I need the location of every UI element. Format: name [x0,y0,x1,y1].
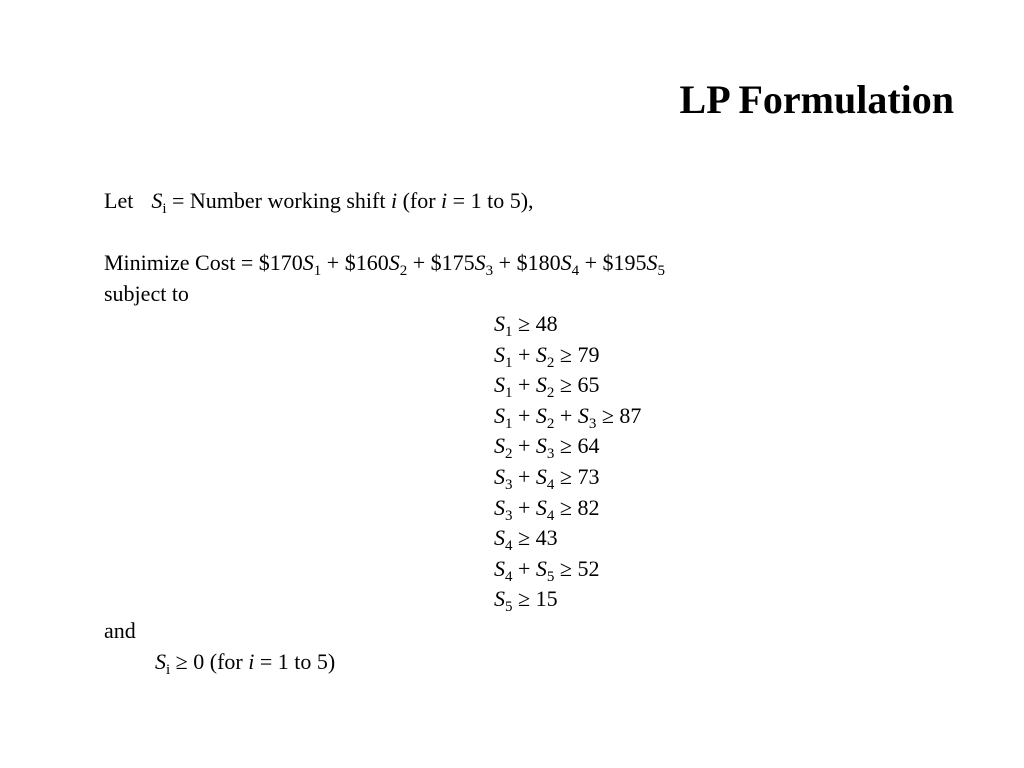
definition-text-b: (for [397,188,442,213]
nonnegativity-constraint [155,647,335,680]
objective-subscript: 4 [571,263,580,279]
objective-coefficient: $180 [516,250,561,275]
subject-to-label: subject to [104,281,189,306]
objective-variable: S [560,250,572,275]
constraint-rhs: 65 [577,372,600,398]
constraint-subscript: 2 [546,354,555,371]
constraint-subscript: 3 [546,446,555,463]
constraint-geq: ≥ [596,402,620,428]
constraint-variable: S [494,311,505,336]
constraint-rhs: 82 [577,494,600,520]
constraint-variable: S [535,372,547,398]
objective-plus: + [407,250,431,275]
objective-subscript: 2 [399,263,408,279]
constraint-row [494,554,641,585]
objective-term [430,250,517,279]
constraint-geq: ≥ [554,433,578,459]
constraint-geq: ≥ [512,525,536,551]
constraint-variable: S [494,372,505,398]
constraint-plus: + [512,555,536,581]
objective-coefficient: $160 [344,250,389,275]
constraint-variable: S [494,494,505,520]
constraint-plus: + [512,402,536,428]
constraint-variable: S [535,463,547,489]
constraint-variable: S [535,555,547,581]
objective-function [104,248,665,281]
nonneg-text-b: = 1 to 5) [254,649,336,674]
constraint-geq: ≥ [512,586,536,612]
constraint-rhs: 79 [577,341,600,367]
constraint-geq: ≥ [512,311,536,336]
let-label: Let [104,188,134,213]
objective-variable: S [302,250,314,275]
constraint-geq: ≥ [554,341,578,367]
constraint-subscript: 3 [505,507,513,524]
constraint-subscript: 4 [546,476,555,493]
constraint-plus: + [512,341,536,367]
constraint-variable: S [494,586,505,612]
constraint-list [494,309,641,615]
constraint-row [494,309,641,340]
constraint-geq: ≥ [554,372,578,398]
objective-term [258,250,345,279]
nonneg-index: i [248,649,255,674]
objective-variable: S [474,250,486,275]
constraint-rhs: 64 [577,433,600,459]
constraint-plus: + [554,402,578,428]
objective-plus: + [321,250,345,275]
definition-text-a: = Number working shift [166,188,391,213]
constraint-rhs: 15 [535,586,558,612]
definition-index: i [390,188,398,213]
constraint-variable: S [535,341,547,367]
objective-variable: S [646,250,658,275]
definition-text-c: = 1 to 5), [447,188,534,213]
objective-plus: + [579,250,603,275]
objective-coefficient: $175 [430,250,475,275]
objective-term [516,250,603,279]
constraint-variable: S [494,555,505,581]
objective-term [602,250,665,279]
constraint-plus: + [512,494,536,520]
constraint-subscript: 4 [546,507,555,524]
constraint-rhs: 43 [535,525,558,551]
variable-subscript: i [162,201,167,217]
nonneg-variable: S [155,649,166,674]
constraint-row [494,493,641,524]
constraint-subscript: 2 [505,446,513,463]
constraint-subscript: 2 [546,385,555,402]
constraint-row [494,370,641,401]
constraint-variable: S [494,463,505,489]
constraint-variable: S [494,525,505,551]
objective-variable: S [388,250,400,275]
constraint-subscript: 5 [546,568,555,585]
constraint-variable: S [535,402,547,428]
constraint-subscript: 1 [505,324,513,340]
constraint-variable: S [494,341,505,367]
constraint-variable: S [535,494,547,520]
nonneg-subscript: i [166,662,171,678]
objective-coefficient: $195 [602,250,647,275]
constraint-subscript: 1 [505,385,513,402]
and-label: and [104,618,136,643]
constraint-geq: ≥ [554,463,578,489]
definition-index-2: i [441,188,448,213]
constraint-subscript: 1 [505,354,513,371]
constraint-subscript: 4 [505,568,513,585]
objective-coefficient: $170 [258,250,303,275]
constraint-geq: ≥ [554,555,578,581]
objective-subscript: 1 [313,263,322,279]
constraint-subscript: 4 [505,538,513,555]
constraint-row [494,584,641,615]
variable-definition [104,186,534,219]
constraint-subscript: 5 [505,599,513,616]
constraint-subscript: 2 [546,415,555,432]
objective-subscript: 3 [485,263,494,279]
objective-plus: + [493,250,517,275]
objective-term [344,250,431,279]
constraint-rhs: 52 [577,555,600,581]
constraint-plus: + [512,433,536,459]
constraint-row [494,401,641,432]
constraint-geq: ≥ [554,494,578,520]
constraint-row [494,462,641,493]
constraint-rhs: 48 [535,311,558,336]
constraint-row [494,523,641,554]
nonneg-text-a: ≥ 0 (for [170,649,249,674]
constraint-subscript: 1 [505,415,513,432]
constraint-row [494,340,641,371]
constraint-row [494,431,641,462]
constraint-rhs: 87 [619,402,642,428]
constraint-subscript: 3 [505,476,513,493]
constraint-plus: + [512,372,536,398]
constraint-variable: S [535,433,547,459]
variable-symbol: S [151,188,163,213]
objective-prefix: Minimize Cost = [104,250,259,275]
constraint-subscript: 3 [588,415,597,432]
objective-terms [258,250,665,279]
constraint-variable: S [494,433,505,459]
constraint-variable: S [577,402,589,428]
constraint-variable: S [494,402,505,428]
constraint-plus: + [512,463,536,489]
slide-title: LP Formulation [679,77,954,122]
objective-subscript: 5 [657,263,665,279]
constraint-rhs: 73 [577,463,600,489]
